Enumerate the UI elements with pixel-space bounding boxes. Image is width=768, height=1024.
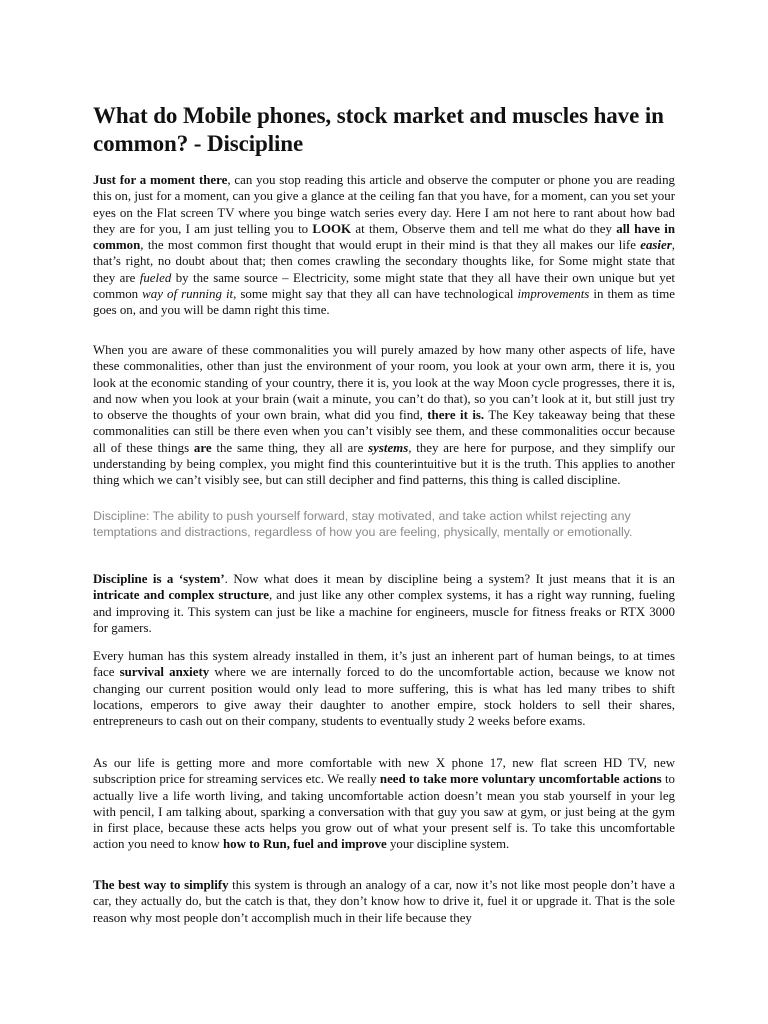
italic-text: way of running it <box>142 287 234 302</box>
body-text: The Key takeaway being that these commonalities can still be there even when you can’t visibly see them, and these commonalities occur because all of these things <box>93 408 675 455</box>
paragraph-system <box>93 571 675 636</box>
bold-text: need to take more voluntary uncomfortable actions <box>379 772 662 787</box>
bold-italic-text: easier <box>640 238 672 253</box>
body-text: , they are here for purpose, and they simplify our understanding by being complex, you might find this counterintuitive but it is the truth. This applies to another thing which we can’t visibly see, but can still decipher and find patterns, this thing is called discipline. <box>93 440 676 488</box>
italic-text: improvements <box>517 287 590 302</box>
body-text: in them as time goes on, and you will be damn right this time. <box>93 287 675 318</box>
body-text: this system is through an analogy of a car, now it’s not like most people don’t have a car, they actually do, but the catch is that, they don’t know how to drive it, fuel it or upgrade it. That is the sole reason why most people don’t accomplish much in their life because they <box>93 878 675 925</box>
bold-text: The best way to simplify <box>93 878 229 892</box>
body-text: the same thing, they all are <box>211 440 369 455</box>
bold-text: all have in common <box>93 221 675 253</box>
bold-text: there it is. <box>427 408 485 423</box>
paragraph-survival <box>93 648 675 729</box>
bold-text: LOOK <box>312 221 352 236</box>
bold-italic-text: systems <box>368 440 409 455</box>
body-text: , can you stop reading this article and observe the computer or phone you are reading this on, just for a moment, can you give a glance at the ceiling fan that you have, for a moment, can you set your eyes on the Flat screen TV where you binge watch series every day. Here I am not here to rant about how bad they are for you, I am just telling you to <box>93 173 675 236</box>
body-text: When you are aware of these commonalities you will purely amazed by how many other aspects of life, have these commonalities, other than just the environment of your room, you look at your own arm, there it is, you look at the economic standing of your country, there it is, you look at the way Moon cycle progresses, there it is, and now when you look at your brain (wait a minute, you can’t do that), so you can’t look at it, but still just try to observe the thoughts of your own brain, what did you find, <box>93 343 675 423</box>
bold-text: intricate and complex structure <box>93 588 269 603</box>
body-text: , the most common first thought that would erupt in their mind is that they all makes our life <box>140 238 641 253</box>
body-text: by the same source – Electricity, some might state that they all have their own unique but yet common <box>93 270 675 302</box>
body-text: Every human has this system already installed in them, it’s just an inherent part of human beings, to at times face <box>93 649 675 680</box>
article-title: What do Mobile phones, stock market and muscles have in common? - Discipline <box>93 103 664 156</box>
bold-text: Discipline is a ‘system’ <box>93 572 225 586</box>
body-text: at them, Observe them and tell me what do they <box>351 221 617 236</box>
body-text: your discipline system. <box>386 837 510 852</box>
body-text: . Now what does it mean by discipline being a system? It just means that it is an <box>224 572 675 586</box>
bold-text: Just for a moment there <box>93 173 228 187</box>
bold-text: are <box>193 440 212 455</box>
body-text: , and just like any other complex systems, it has a right way running, fueling and improving it. This system can just be like a machine for engineers, muscle for fitness freaks or RTX 3000 for gamers. <box>93 588 675 635</box>
paragraph-comfort <box>93 755 675 853</box>
body-text: to actually live a life worth living, and taking uncomfortable action doesn’t mean you stab yourself in your leg with pencil, I am talking about, sparking a conversation with that guy you saw at gym, or just being at the gym in first place, because these acts helps you grow out of what your present self is. To take this uncomfortable action you need to know <box>93 772 675 852</box>
body-text: where we are internally forced to do the uncomfortable action, because we know not changing our current position would only lead to more suffering, this is what has led many tribes to shift locations, emperors to give away their daughter to another empire, stock holders to sell their shares, entrepreneurs to cash out on their company, students to eventually study 2 weeks before exams. <box>93 665 676 729</box>
italic-text: fueled <box>139 270 172 285</box>
body-text: , that’s right, no doubt about that; then comes crawling the secondary thoughts like, for Some might state that they are <box>93 238 675 285</box>
paragraph-commonalities <box>93 342 675 489</box>
body-text: , some might say that they all can have technological <box>233 287 518 302</box>
bold-text: survival anxiety <box>119 665 210 680</box>
paragraph-intro <box>93 172 675 319</box>
bold-text: how to Run, fuel and improve <box>222 837 387 852</box>
definition-note: Discipline: The ability to push yourself forward, stay motivated, and take action whilst rejecting any temptations and distractions, regardless of how you are feeling, physically, mentally or emotionally. <box>93 509 633 539</box>
paragraph-car-analogy <box>93 877 675 926</box>
body-text: As our life is getting more and more comfortable with new X phone 17, new flat screen HD TV, new subscription price for streaming services etc. We really <box>93 756 675 787</box>
